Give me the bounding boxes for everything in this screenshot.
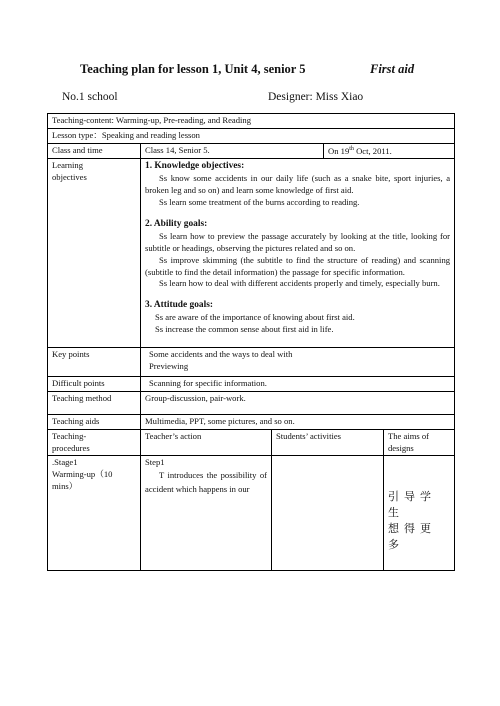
- teacher-action-header: Teacher’s action: [141, 429, 272, 456]
- difficult-points-label: Difficult points: [48, 376, 141, 391]
- content-row: [48, 114, 455, 129]
- teaching-method-label: Teaching method: [48, 391, 141, 414]
- objectives-label: Learning objectives: [48, 159, 141, 348]
- teaching-aids-label: Teaching aids: [48, 414, 141, 429]
- difficult-points-cell: Scanning for specific information.: [141, 376, 455, 391]
- teaching-method-cell: Group-discussion, pair-work.: [141, 391, 455, 414]
- ability-item: Ss learn how to deal with different accidents properly and timely, especially burn.: [159, 278, 440, 289]
- lesson-type-cell: Lesson type：Speaking and reading lesson: [48, 128, 455, 143]
- class-value: Class 14, Senior 5.: [141, 143, 324, 159]
- teacher-action-cell: Step1 T introduces the possibility of accident which happens in our: [141, 456, 272, 571]
- teaching-plan-table: [47, 113, 455, 571]
- school-name: No.1 school: [62, 91, 118, 103]
- aims-cell: 引导学生 想得更多: [384, 456, 455, 571]
- procedures-header-row: [48, 429, 455, 456]
- objectives-row: [48, 159, 455, 348]
- attitude-item: Ss increase the common sense about first aid in life.: [155, 324, 334, 335]
- key-points-cell: Some accidents and the ways to deal with Previewing: [141, 347, 455, 376]
- key-points-label: Key points: [48, 347, 141, 376]
- class-time-label: Class and time: [48, 143, 141, 159]
- designer-name: Designer: Miss Xiao: [268, 91, 364, 103]
- attitude-item: Ss are aware of the importance of knowing about first aid.: [155, 312, 355, 323]
- procedures-label: Teaching- procedures: [48, 429, 141, 456]
- plan-title: Teaching plan for lesson 1, Unit 4, senior 5: [80, 62, 306, 76]
- ability-title: 2. Ability goals:: [145, 218, 208, 229]
- knowledge-item: Ss learn some treatment of the burns according to reading.: [159, 197, 360, 208]
- aims-header: The aims of designs: [384, 429, 455, 456]
- class-time-row: [48, 143, 455, 159]
- attitude-title: 3. Attitude goals:: [145, 300, 213, 311]
- plan-topic: First aid: [370, 62, 415, 76]
- stage1-row: [48, 456, 455, 571]
- date-value: On 19th Oct, 2011.: [324, 143, 455, 159]
- stage-label: .Stage1 Warming-up（10 mins）: [48, 456, 141, 571]
- difficult-points-row: [48, 376, 455, 391]
- students-activities-header: Students’ activities: [272, 429, 384, 456]
- teaching-aids-row: [48, 414, 455, 429]
- knowledge-title: 1. Knowledge objectives:: [145, 161, 245, 172]
- students-activities-cell: [272, 456, 384, 571]
- ability-item: Ss learn how to preview the passage accurately by looking at the title, looking for subtitle or headings, observing the pictures related and so on.: [145, 230, 451, 253]
- objectives-cell: [141, 159, 455, 348]
- ability-item: Ss improve skimming (the subtitle to find the structure of reading) and scanning (subtitle to find the detail information) the passage for specific information.: [145, 254, 451, 277]
- teaching-method-row: [48, 391, 455, 414]
- teaching-aids-cell: Multimedia, PPT, some pictures, and so on.: [141, 414, 455, 429]
- knowledge-item: Ss know some accidents in our daily life (such as a snake bite, sport injuries, a broken leg and so on) and learn some knowledge of first aid.: [145, 173, 451, 196]
- content-cell: Teaching-content: Warming-up, Pre-reading, and Reading: [48, 114, 455, 129]
- lesson-type-row: [48, 128, 455, 143]
- key-points-row: [48, 347, 455, 376]
